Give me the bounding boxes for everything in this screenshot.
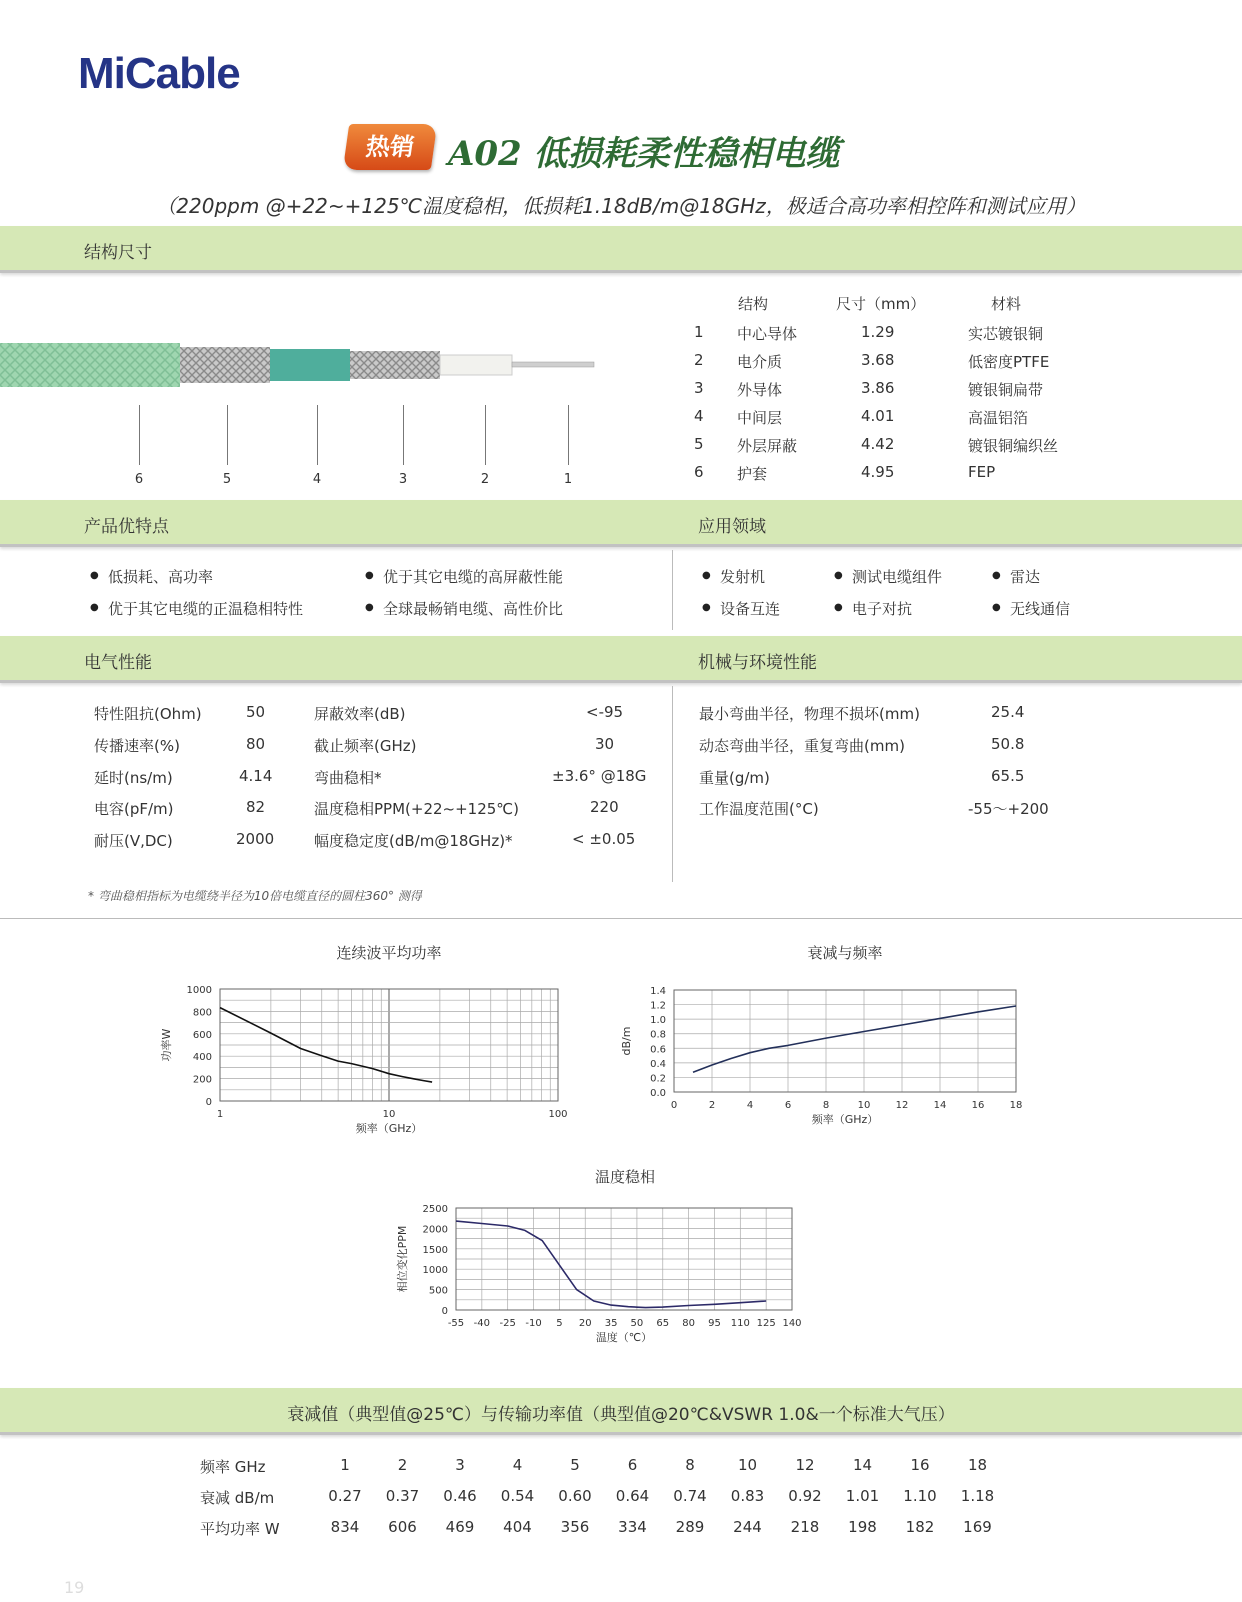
pin-line xyxy=(317,405,318,465)
electrical-value: 82 xyxy=(246,798,266,816)
advantage-item: ● 优于其它电缆的正温稳相特性 xyxy=(108,598,303,619)
brand-logo xyxy=(78,49,240,98)
structure-row-no: 2 xyxy=(694,351,704,369)
chart-power xyxy=(150,955,590,1135)
spec-cell-atten: 0.83 xyxy=(730,1487,765,1505)
page-subtitle: （220ppm @+22~+125℃温度稳相，低损耗1.18dB/m@18GHz，极适合高功率相控阵和测试应用） xyxy=(156,194,1086,218)
advantage-item: ● 低损耗、高功率 xyxy=(108,566,213,587)
electrical-label: 屏蔽效率(dB) xyxy=(314,705,406,723)
section-band-spec-table xyxy=(0,1388,1242,1435)
x-tick-label: 110 xyxy=(730,1318,750,1329)
electrical-label: 弯曲稳相* xyxy=(314,769,382,787)
mechanical-label: 工作温度范围(°C) xyxy=(699,800,819,818)
spec-cell-freq: 16 xyxy=(910,1456,930,1474)
x-tick-label: 14 xyxy=(933,1100,947,1111)
structure-row-size: 3.86 xyxy=(861,379,895,397)
x-axis-label: 频率（GHz） xyxy=(811,1113,879,1126)
spec-cell-freq: 10 xyxy=(737,1456,758,1474)
cable-center-conductor xyxy=(512,362,594,367)
x-tick-label: 100 xyxy=(548,1109,568,1120)
structure-row-material: 镀银铜扁带 xyxy=(968,381,1044,399)
plot-frame xyxy=(674,990,1016,1092)
spec-cell-power: 606 xyxy=(388,1518,417,1536)
x-tick-label: 18 xyxy=(1009,1100,1023,1111)
structure-row-size: 4.01 xyxy=(861,407,895,425)
x-tick-label: 50 xyxy=(630,1318,644,1329)
brand-logo-part-able: able xyxy=(155,49,240,98)
chart-title-temperature: 温度稳相 xyxy=(594,1168,655,1186)
structure-row-name: 中心导体 xyxy=(737,325,798,343)
electrical-value: <-95 xyxy=(586,703,624,721)
x-tick-label: -40 xyxy=(473,1318,491,1329)
y-tick-label: 0.6 xyxy=(650,1044,666,1056)
spec-cell-atten: 0.60 xyxy=(558,1487,592,1505)
electrical-label: 截止频率(GHz) xyxy=(314,737,417,755)
section-title-applications: 应用领域 xyxy=(698,517,766,537)
x-axis-label: 频率（GHz） xyxy=(355,1122,423,1135)
mechanical-value: 65.5 xyxy=(991,767,1025,785)
y-axis-label: 相位变化PPM xyxy=(396,1225,409,1293)
chart-title-power: 连续波平均功率 xyxy=(336,944,442,962)
cable-illustration xyxy=(0,335,620,395)
y-tick-label: 0.2 xyxy=(650,1073,666,1085)
electrical-label: 耐压(V,DC) xyxy=(94,832,173,850)
hot-sale-badge: 热销 xyxy=(343,124,437,170)
section-title-structure: 结构尺寸 xyxy=(84,243,152,263)
application-item: ● 无线通信 xyxy=(1010,598,1070,619)
x-tick-label: 10 xyxy=(382,1109,396,1120)
y-tick-label: 2500 xyxy=(422,1204,448,1215)
spec-cell-freq: 14 xyxy=(852,1456,873,1474)
spec-cell-power: 404 xyxy=(503,1518,532,1536)
spec-cell-freq: 12 xyxy=(795,1456,815,1474)
x-tick-label: -55 xyxy=(447,1318,465,1329)
y-tick-label: 200 xyxy=(192,1074,212,1086)
column-divider xyxy=(672,686,673,882)
mechanical-value: -55～+200 xyxy=(968,800,1049,818)
series-line xyxy=(693,1006,1016,1072)
spec-cell-freq: 1 xyxy=(340,1456,350,1474)
pin-number: 6 xyxy=(134,472,144,487)
application-item: ● 设备互连 xyxy=(720,598,780,619)
spec-cell-freq: 18 xyxy=(967,1456,988,1474)
y-tick-label: 0.0 xyxy=(650,1088,666,1099)
y-axis-label: 功率W xyxy=(160,1028,173,1062)
pin-number: 4 xyxy=(312,472,322,487)
spec-cell-atten: 1.01 xyxy=(845,1487,880,1505)
x-axis-label: 温度（℃） xyxy=(595,1331,653,1344)
spec-cell-freq: 5 xyxy=(570,1456,580,1474)
structure-row-material: 实芯镀银铜 xyxy=(968,325,1044,343)
spec-cell-atten: 0.54 xyxy=(500,1487,535,1505)
cable-dielectric xyxy=(440,355,512,375)
y-tick-label: 400 xyxy=(192,1052,212,1064)
y-tick-label: 0 xyxy=(205,1097,212,1108)
pin-line xyxy=(403,405,404,465)
spec-cell-atten: 0.64 xyxy=(615,1487,650,1505)
structure-row-name: 中间层 xyxy=(737,409,783,427)
divider xyxy=(0,918,1242,919)
pin-line xyxy=(485,405,486,465)
spec-cell-freq: 8 xyxy=(685,1456,695,1474)
structure-row-no: 1 xyxy=(694,323,704,341)
x-tick-label: 8 xyxy=(822,1100,830,1111)
section-band-structure xyxy=(0,226,1242,273)
advantage-item: ● 全球最畅销电缆、高性价比 xyxy=(383,598,563,619)
spec-cell-power: 469 xyxy=(445,1518,475,1536)
cable-jacket xyxy=(0,343,180,387)
x-tick-label: 16 xyxy=(971,1100,985,1111)
structure-row-name: 外层屏蔽 xyxy=(737,437,798,455)
column-divider xyxy=(672,550,673,630)
spec-cell-atten: 0.37 xyxy=(385,1487,420,1505)
x-tick-label: 80 xyxy=(682,1318,695,1329)
advantage-item: ● 优于其它电缆的高屏蔽性能 xyxy=(383,566,563,587)
x-tick-label: 95 xyxy=(708,1318,721,1329)
y-tick-label: 1000 xyxy=(422,1265,448,1277)
structure-row-name: 电介质 xyxy=(737,353,783,371)
spec-cell-freq: 3 xyxy=(455,1456,465,1474)
structure-row-material: 低密度PTFE xyxy=(968,353,1050,371)
page-title: A02 低损耗柔性稳相电缆 xyxy=(448,134,840,174)
structure-row-size: 4.95 xyxy=(861,463,895,481)
structure-header-size: 尺寸（mm） xyxy=(836,295,926,313)
electrical-label: 延时(ns/m) xyxy=(94,769,173,787)
spec-row-label-freq: 频率 GHz xyxy=(200,1458,266,1476)
electrical-value: 30 xyxy=(595,735,615,753)
application-item: ● 电子对抗 xyxy=(852,598,912,619)
spec-cell-power: 182 xyxy=(905,1518,935,1536)
pin-number: 5 xyxy=(222,472,232,487)
structure-row-size: 1.29 xyxy=(861,323,895,341)
section-title-electrical: 电气性能 xyxy=(84,653,152,673)
structure-header-part: 结构 xyxy=(738,295,769,313)
electrical-value: 220 xyxy=(590,798,619,816)
spec-cell-freq: 2 xyxy=(397,1456,408,1474)
section-title-advantages: 产品优特点 xyxy=(84,517,169,537)
section-title-mechanical: 机械与环境性能 xyxy=(698,653,817,673)
section-band-performance xyxy=(0,636,1242,683)
spec-cell-freq: 6 xyxy=(627,1456,638,1474)
section-band-features xyxy=(0,500,1242,547)
x-tick-label: 0 xyxy=(670,1100,678,1111)
spec-cell-power: 244 xyxy=(733,1518,762,1536)
spec-cell-freq: 4 xyxy=(512,1456,523,1474)
page-number: 19 xyxy=(64,1578,85,1597)
x-tick-label: 1 xyxy=(216,1109,224,1120)
application-item: ● 雷达 xyxy=(1010,566,1040,587)
application-item: ● 发射机 xyxy=(720,566,765,587)
spec-cell-atten: 1.18 xyxy=(960,1487,995,1505)
electrical-label: 温度稳相PPM(+22~+125℃) xyxy=(314,800,520,818)
electrical-value: ±3.6° @18G xyxy=(552,767,647,785)
x-tick-label: -25 xyxy=(499,1318,516,1329)
spec-cell-power: 289 xyxy=(675,1518,705,1536)
x-tick-label: 4 xyxy=(746,1100,754,1111)
cable-intermediate-layer xyxy=(270,349,350,381)
spec-cell-power: 834 xyxy=(330,1518,360,1536)
y-tick-label: 500 xyxy=(428,1285,448,1297)
mechanical-label: 最小弯曲半径，物理不损坏(mm) xyxy=(699,705,920,723)
spec-cell-atten: 0.27 xyxy=(328,1487,362,1505)
y-tick-label: 0 xyxy=(441,1306,448,1317)
electrical-value: 4.14 xyxy=(239,767,273,785)
x-tick-label: 35 xyxy=(604,1318,618,1329)
cable-outer-conductor xyxy=(350,351,440,379)
pin-number: 1 xyxy=(563,472,573,487)
x-tick-label: 12 xyxy=(895,1100,909,1111)
brand-logo-part-c: C xyxy=(124,49,156,98)
structure-row-no: 4 xyxy=(694,407,704,425)
spec-cell-power: 356 xyxy=(560,1518,590,1536)
spec-row-label-atten: 衰减 dB/m xyxy=(200,1489,275,1507)
y-tick-label: 1500 xyxy=(422,1244,448,1256)
structure-row-name: 护套 xyxy=(737,465,768,483)
spec-cell-atten: 0.46 xyxy=(443,1487,477,1505)
x-tick-label: 10 xyxy=(857,1100,871,1111)
spec-cell-power: 169 xyxy=(963,1518,992,1536)
structure-row-material: FEP xyxy=(968,463,996,481)
y-tick-label: 0.4 xyxy=(650,1058,666,1070)
chart-attenuation xyxy=(620,955,1040,1130)
mechanical-value: 50.8 xyxy=(991,735,1025,753)
electrical-label: 传播速率(%) xyxy=(94,737,180,755)
x-tick-label: 2 xyxy=(708,1100,716,1111)
chart-title-attenuation: 衰减与频率 xyxy=(807,944,883,962)
structure-row-material: 镀银铜编织丝 xyxy=(968,437,1059,455)
spec-row-label-power: 平均功率 W xyxy=(200,1520,280,1538)
brand-logo-part-mi: Mi xyxy=(78,49,125,98)
y-tick-label: 1000 xyxy=(186,985,212,996)
electrical-value: 50 xyxy=(246,703,266,721)
bend-phase-note: * 弯曲稳相指标为电缆绕半径为10倍电缆直径的圆柱360° 测得 xyxy=(88,889,422,903)
structure-header-material: 材料 xyxy=(991,295,1022,313)
spec-cell-power: 218 xyxy=(790,1518,820,1536)
x-tick-label: 6 xyxy=(784,1100,792,1111)
electrical-value: < ±0.05 xyxy=(572,830,636,848)
electrical-label: 幅度稳定度(dB/m@18GHz)* xyxy=(314,832,513,850)
electrical-label: 特性阻抗(Ohm) xyxy=(94,705,202,723)
application-item: ● 测试电缆组件 xyxy=(852,566,942,587)
electrical-value: 2000 xyxy=(236,830,275,848)
mechanical-label: 重量(g/m) xyxy=(699,769,770,787)
chart-temperature xyxy=(390,1180,830,1360)
electrical-label: 电容(pF/m) xyxy=(94,800,174,818)
structure-row-size: 4.42 xyxy=(861,435,895,453)
section-title-spec-table: 衰减值（典型值@25℃）与传输功率值（典型值@20℃&VSWR 1.0&一个标准大气压） xyxy=(287,1405,955,1425)
pin-line xyxy=(139,405,140,465)
structure-row-no: 6 xyxy=(694,463,704,481)
structure-row-material: 高温铝箔 xyxy=(968,409,1029,427)
y-tick-label: 2000 xyxy=(422,1224,448,1236)
y-tick-label: 1.4 xyxy=(650,986,666,997)
mechanical-value: 25.4 xyxy=(991,703,1025,721)
pin-number: 3 xyxy=(398,472,408,487)
y-tick-label: 600 xyxy=(192,1029,212,1041)
spec-cell-power: 198 xyxy=(848,1518,877,1536)
x-tick-label: 65 xyxy=(656,1318,670,1329)
spec-cell-atten: 0.74 xyxy=(673,1487,707,1505)
structure-row-no: 5 xyxy=(694,435,704,453)
x-tick-label: 5 xyxy=(556,1318,563,1329)
y-axis-label: dB/m xyxy=(620,1026,633,1056)
structure-row-name: 外导体 xyxy=(737,381,783,399)
electrical-value: 80 xyxy=(246,735,266,753)
spec-cell-atten: 1.10 xyxy=(903,1487,937,1505)
y-tick-label: 800 xyxy=(192,1007,212,1019)
structure-row-no: 3 xyxy=(694,379,704,397)
y-tick-label: 1.2 xyxy=(650,1000,666,1012)
y-tick-label: 1.0 xyxy=(650,1015,666,1027)
pin-number: 2 xyxy=(480,472,490,487)
cable-outer-shield xyxy=(180,347,270,383)
y-tick-label: 0.8 xyxy=(650,1029,666,1041)
x-tick-label: 20 xyxy=(578,1318,592,1329)
structure-row-size: 3.68 xyxy=(861,351,895,369)
pin-line xyxy=(568,405,569,465)
mechanical-label: 动态弯曲半径，重复弯曲(mm) xyxy=(699,737,905,755)
x-tick-label: 140 xyxy=(782,1318,802,1329)
x-tick-label: 125 xyxy=(756,1318,776,1329)
spec-cell-atten: 0.92 xyxy=(788,1487,822,1505)
pin-line xyxy=(227,405,228,465)
x-tick-label: -10 xyxy=(525,1318,542,1329)
spec-cell-power: 334 xyxy=(618,1518,647,1536)
